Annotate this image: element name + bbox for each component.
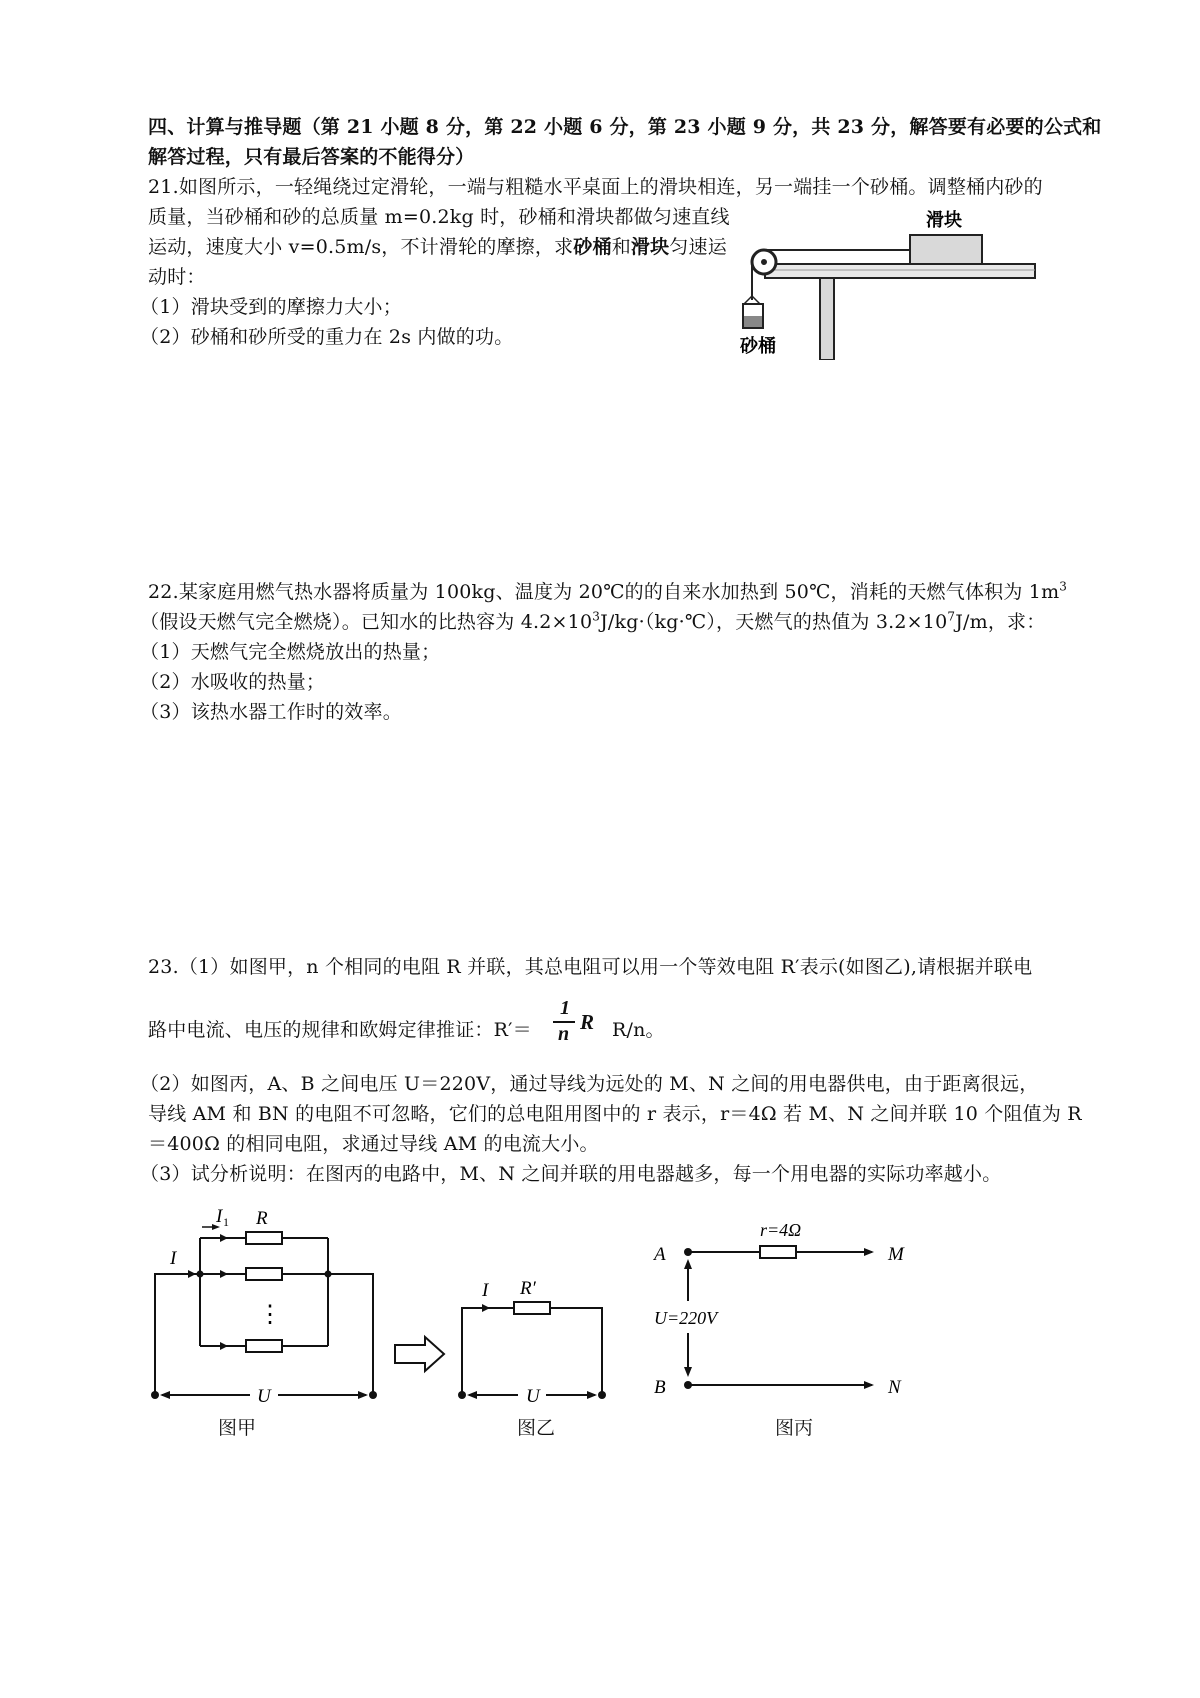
q22-line2-b: J/kg·（kg·℃），天燃气的热值为 3.2×10 xyxy=(600,611,948,633)
q23-p2-line2: 导线 AM 和 BN 的电阻不可忽略，它们的总电阻用图中的 r 表示，r＝4Ω 若 M、N 之间并联 10 个阻值为 R xyxy=(148,1103,1082,1125)
transform-arrow-icon xyxy=(392,1334,448,1374)
jia-terminal-right xyxy=(369,1391,377,1399)
yi-label-I: I xyxy=(482,1280,489,1301)
bing-terminal-A xyxy=(684,1248,692,1256)
yi-right-wire xyxy=(550,1308,602,1395)
jia-label-R: R xyxy=(256,1208,268,1229)
q22-line2 xyxy=(140,607,1045,634)
jia-arrow-branch3 xyxy=(220,1342,228,1350)
figure-jia xyxy=(140,1200,400,1410)
bucket-label: 砂桶 xyxy=(740,336,776,356)
fraction-denominator: n xyxy=(558,1023,570,1045)
q23-p2-line3: ＝400Ω 的相同电阻，求通过导线 AM 的电流大小。 xyxy=(148,1133,599,1155)
caption-yi: 图乙 xyxy=(517,1417,556,1439)
q22-sub2: （2）水吸收的热量； xyxy=(140,671,326,693)
bucket-sand xyxy=(744,316,762,327)
q22-line2-sup2: 7 xyxy=(947,609,956,624)
q22-sub1: （1）天燃气完全燃烧放出的热量； xyxy=(140,641,441,663)
yi-left-wire xyxy=(462,1308,514,1395)
bing-terminal-B xyxy=(684,1381,692,1389)
yi-label-U: U xyxy=(526,1386,540,1407)
jia-outer-right-wire xyxy=(328,1274,373,1395)
section-header-line1: 四、计算与推导题（第 21 小题 8 分，第 22 小题 6 分，第 23 小题 9 分，共 23 分，解答要有必要的公式和 xyxy=(148,116,1102,138)
q21-line4: 动时： xyxy=(148,266,206,288)
q22-line2-a: （假设天燃气完全燃烧）。已知水的比热容为 4.2×10 xyxy=(140,611,593,633)
jia-arrow-branch2 xyxy=(220,1270,228,1278)
bing-label-M: M xyxy=(888,1244,904,1265)
jia-label-I1-sub: 1 xyxy=(223,1215,229,1229)
q21-line1: 21.如图所示，一轻绳绕过定滑轮，一端与粗糙水平桌面上的滑块相连，另一端挂一个砂桶。调整桶内砂的 xyxy=(148,176,1043,198)
q22-line2-c: J/m，求： xyxy=(955,611,1046,633)
pulley-axle xyxy=(761,259,767,265)
yi-u-arrow-right xyxy=(587,1391,597,1399)
q22-line1 xyxy=(148,577,1067,604)
jia-terminal-left xyxy=(151,1391,159,1399)
q21-line2: 质量，当砂桶和砂的总质量 m=0.2kg 时，砂桶和滑块都做匀速直线 xyxy=(148,206,730,228)
yi-arrow-I xyxy=(482,1304,490,1312)
table-top xyxy=(765,264,1035,278)
yi-label-R-prime: R′ xyxy=(520,1278,536,1299)
bing-u-arrow-down xyxy=(684,1367,692,1377)
jia-label-U: U xyxy=(257,1386,271,1407)
q22-sub3: （3）该热水器工作时的效率。 xyxy=(140,701,402,723)
yi-u-arrow-left xyxy=(467,1391,477,1399)
jia-node-right xyxy=(325,1271,332,1278)
q23-line1: 23.（1）如图甲，n 个相同的电阻 R 并联，其总电阻可以用一个等效电阻 R′表示(如图乙),请根据并联电 xyxy=(148,956,1033,978)
slider-block xyxy=(910,235,982,264)
resistor-equivalent xyxy=(514,1302,550,1314)
q22-line2-sup1: 3 xyxy=(592,609,601,624)
q21-slider-emph: 滑块 xyxy=(630,236,670,258)
fraction-numerator: 1 xyxy=(560,997,570,1019)
resistor-1 xyxy=(246,1232,282,1244)
resistor-2 xyxy=(246,1268,282,1280)
slider-label: 滑块 xyxy=(926,210,962,230)
q21-sub1: （1）滑块受到的摩擦力大小； xyxy=(140,296,402,318)
jia-arrow-I xyxy=(188,1270,196,1278)
q21-line3-text: 运动，速度大小 v=0.5m/s，不计滑轮的摩擦，求 xyxy=(148,236,574,258)
q21-line3-end: 匀速运 xyxy=(669,236,727,258)
caption-bing: 图丙 xyxy=(775,1417,814,1439)
caption-jia: 图甲 xyxy=(218,1417,257,1439)
q21-figure xyxy=(740,200,1040,360)
q23-line2-b: R/n。 xyxy=(612,1019,665,1041)
section-header-line2: 解答过程，只有最后答案的不能得分） xyxy=(148,146,475,168)
q23-line2-a: 路中电流、电压的规律和欧姆定律推证：R′＝ xyxy=(148,1019,532,1041)
fraction-r: R xyxy=(580,1010,595,1034)
q21-line3 xyxy=(148,232,727,259)
resistor-r xyxy=(760,1246,796,1258)
jia-u-arrow-left xyxy=(160,1391,170,1399)
figure-bing xyxy=(650,1205,930,1405)
bing-label-r: r=4Ω xyxy=(760,1220,802,1240)
q21-sub2: （2）砂桶和砂所受的重力在 2s 内做的功。 xyxy=(140,326,514,348)
q21-and: 和 xyxy=(611,236,631,258)
q21-bucket-emph: 砂桶 xyxy=(573,236,612,258)
bing-label-A: A xyxy=(654,1244,666,1265)
bing-u-arrow-up xyxy=(684,1259,692,1269)
q23-p2-line1: （2）如图丙，A、B 之间电压 U＝220V，通过导线为远处的 M、N 之间的用电器供电，由于距离很远， xyxy=(140,1073,1039,1095)
bing-label-B: B xyxy=(654,1377,666,1398)
bing-label-U: U=220V xyxy=(654,1308,718,1328)
jia-node-left xyxy=(197,1271,204,1278)
figure-yi xyxy=(452,1270,617,1410)
bing-label-N: N xyxy=(888,1377,901,1398)
q23-p3: （3）试分析说明：在图丙的电路中，M、N 之间并联的用电器越多，每一个用电器的实际功率越小。 xyxy=(140,1163,1002,1185)
table-leg xyxy=(820,278,834,360)
q22-line1-sup: 3 xyxy=(1059,579,1068,594)
bing-arrow-M xyxy=(864,1248,874,1256)
jia-arrow-I1 xyxy=(220,1234,228,1242)
resistor-n xyxy=(246,1340,282,1352)
bing-arrow-N xyxy=(864,1381,874,1389)
yi-terminal-right xyxy=(598,1391,606,1399)
q22-line1-text: 22.某家庭用燃气热水器将质量为 100kg、温度为 20℃的的自来水加热到 50℃，消耗的天燃气体积为 1m xyxy=(148,581,1060,603)
jia-dots: ⋮ xyxy=(258,1302,282,1328)
jia-u-arrow-right xyxy=(358,1391,368,1399)
yi-terminal-left xyxy=(458,1391,466,1399)
jia-label-I1: I xyxy=(216,1206,223,1227)
jia-outer-left-wire xyxy=(155,1274,200,1395)
jia-label-I: I xyxy=(170,1248,177,1269)
